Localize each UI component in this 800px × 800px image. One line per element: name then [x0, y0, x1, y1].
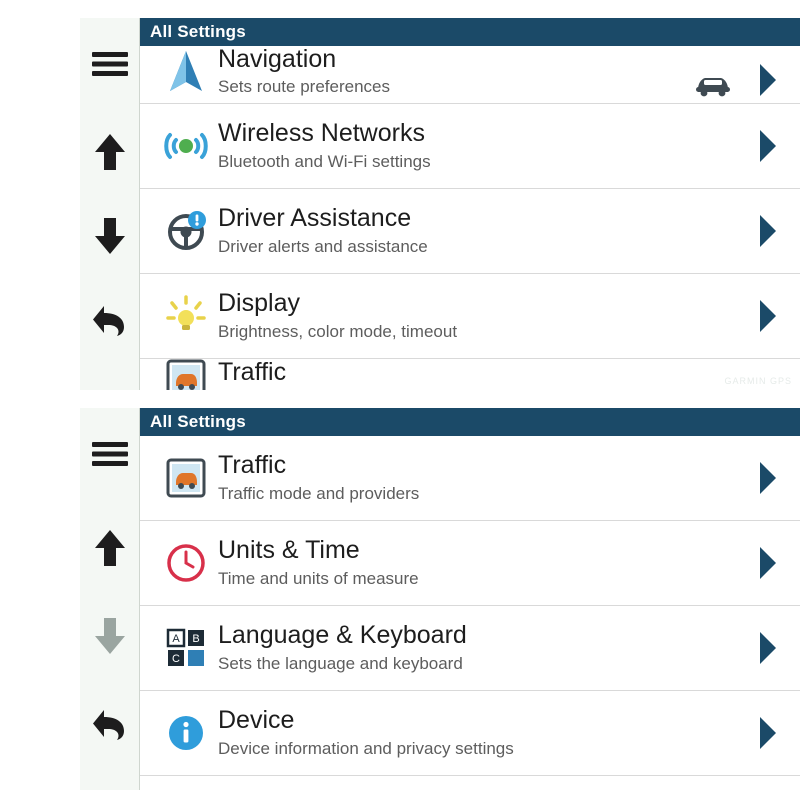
back-arrow-icon: [90, 302, 130, 338]
back-arrow-icon: [90, 706, 130, 742]
sidebar-top: [80, 18, 140, 390]
wireless-signal-icon: [158, 122, 214, 170]
svg-text:A: A: [172, 633, 180, 645]
info-circle-icon: [158, 709, 214, 757]
list-item-subtitle: Driver alerts and assistance: [218, 236, 428, 256]
list-item-navigation[interactable]: [140, 46, 800, 104]
list-item-units-time[interactable]: [140, 521, 800, 606]
svg-text:B: B: [192, 633, 200, 645]
list-item-display-text: [214, 290, 740, 341]
list-item-traffic-partial[interactable]: [140, 359, 800, 389]
svg-text:C: C: [172, 653, 180, 665]
brightness-bulb-icon: [158, 292, 214, 340]
list-item-driver-assistance-text: [214, 205, 740, 256]
chevron-right-icon[interactable]: [740, 299, 800, 333]
list-item-traffic-text: [214, 452, 740, 503]
list-item-units-time-text: [214, 537, 740, 588]
list-item-device-text: [214, 707, 740, 758]
settings-list-top: [140, 46, 800, 389]
settings-list-bottom: [140, 436, 800, 776]
hamburger-icon: [90, 440, 130, 468]
settings-screen-bottom: [80, 408, 800, 790]
sidebar-bottom: [80, 408, 140, 790]
traffic-car-icon: [158, 359, 214, 389]
scroll-down-button[interactable]: [80, 206, 140, 266]
scroll-down-button[interactable]: [80, 606, 140, 666]
clock-icon: [158, 539, 214, 587]
list-item-title: Device: [218, 707, 295, 734]
chevron-right-icon[interactable]: [740, 631, 800, 665]
list-item-title: Navigation: [218, 45, 337, 72]
list-item-subtitle: Bluetooth and Wi-Fi settings: [218, 151, 431, 171]
chevron-right-icon[interactable]: [740, 129, 800, 163]
scroll-up-button[interactable]: [80, 122, 140, 182]
list-item-title: Traffic: [218, 359, 287, 386]
chevron-right-icon[interactable]: [740, 461, 800, 495]
chevron-right-icon[interactable]: [740, 63, 800, 97]
settings-screen-top: [80, 18, 800, 390]
arrow-down-icon: [93, 216, 127, 256]
traffic-car-icon: [158, 454, 214, 502]
chevron-right-icon[interactable]: [740, 546, 800, 580]
arrow-down-icon-dim: [93, 616, 127, 656]
screen-divider: [0, 390, 800, 408]
steering-wheel-alert-icon: [158, 207, 214, 255]
titlebar-bottom: [140, 408, 800, 436]
list-item-driver-assistance[interactable]: [140, 189, 800, 274]
list-item-wireless-networks-text: [214, 120, 740, 171]
chevron-right-icon[interactable]: [740, 716, 800, 750]
vehicle-icon[interactable]: [686, 73, 740, 97]
list-item-subtitle: Brightness, color mode, timeout: [218, 321, 458, 341]
list-item-title: Wireless Networks: [218, 120, 425, 147]
list-item-language-keyboard-text: [214, 622, 740, 673]
list-item-subtitle: Traffic mode and providers: [218, 483, 420, 503]
list-item-title: Display: [218, 290, 300, 317]
list-item-wireless-networks[interactable]: [140, 104, 800, 189]
page-title: All Settings: [150, 412, 246, 431]
arrow-up-icon: [93, 528, 127, 568]
list-item-title: Traffic: [218, 452, 287, 479]
back-button[interactable]: [80, 290, 140, 350]
scroll-up-button[interactable]: [80, 518, 140, 578]
settings-content-bottom: [140, 408, 800, 790]
hamburger-icon: [90, 50, 130, 78]
list-item-subtitle: Sets the language and keyboard: [218, 653, 463, 673]
navigation-arrow-icon: [158, 49, 214, 97]
list-item-language-keyboard[interactable]: [140, 606, 800, 691]
list-item-display[interactable]: [140, 274, 800, 359]
arrow-up-icon: [93, 132, 127, 172]
list-item-title: Driver Assistance: [218, 205, 412, 232]
chevron-right-icon[interactable]: [740, 214, 800, 248]
list-item-device[interactable]: [140, 691, 800, 776]
settings-content-top: [140, 18, 800, 390]
list-item-subtitle: Time and units of measure: [218, 568, 419, 588]
list-item-traffic[interactable]: [140, 436, 800, 521]
page-title: All Settings: [150, 22, 246, 41]
titlebar-top: [140, 18, 800, 46]
list-item-title: Language & Keyboard: [218, 622, 467, 649]
list-item-title: Units & Time: [218, 537, 360, 564]
back-button[interactable]: [80, 694, 140, 754]
language-keyboard-icon: [158, 624, 214, 672]
menu-button[interactable]: [80, 34, 140, 94]
watermark: GARMIN GPS: [724, 376, 792, 386]
list-item-traffic-partial-text: [214, 359, 740, 385]
list-item-navigation-text: [214, 46, 686, 97]
menu-button[interactable]: [80, 424, 140, 484]
list-item-subtitle: Device information and privacy settings: [218, 738, 514, 758]
list-item-subtitle: Sets route preferences: [218, 77, 390, 96]
